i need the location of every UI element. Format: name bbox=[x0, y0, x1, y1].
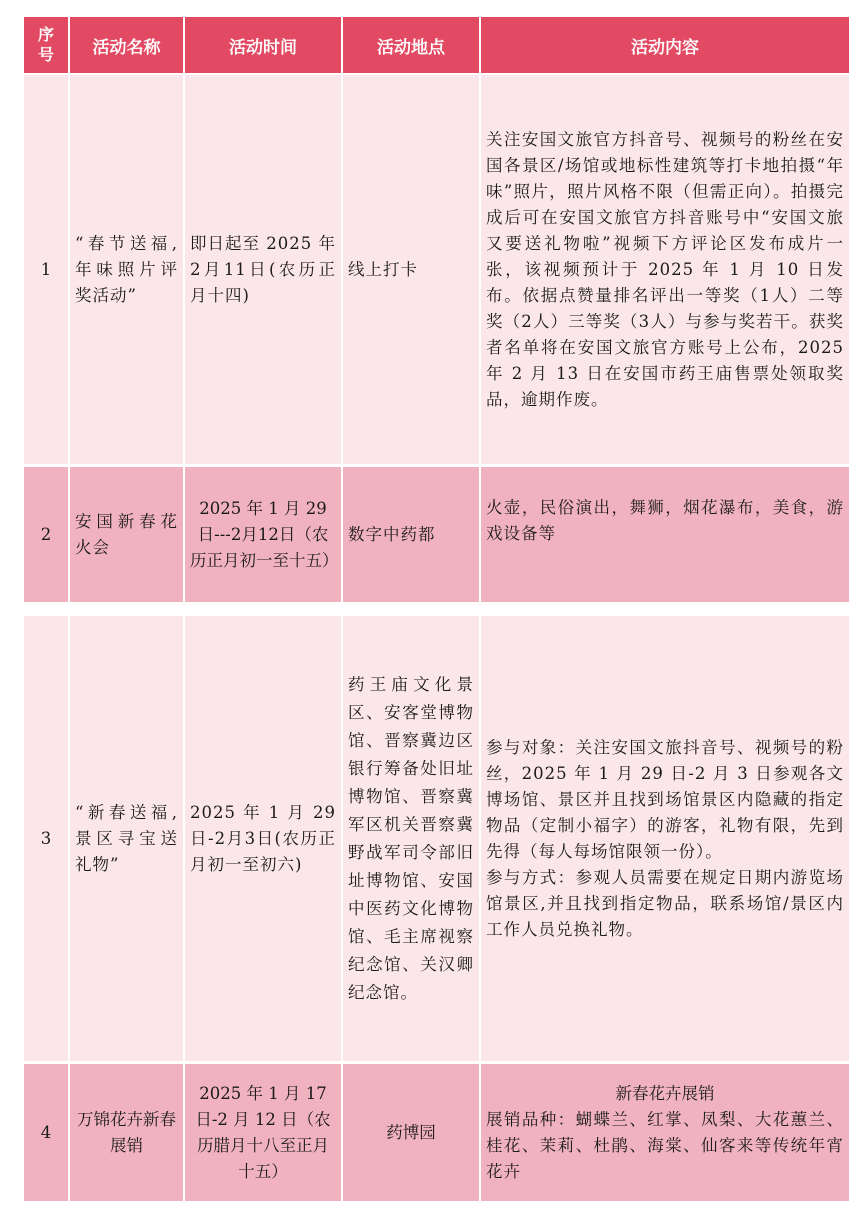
row-name: 万锦花卉新春展销 bbox=[70, 1064, 185, 1201]
row-place: 数字中药都 bbox=[343, 467, 481, 602]
table-row bbox=[24, 1064, 849, 1201]
row-time: 2025 年 1 月 17 日-2 月 12 日（农历腊月十八至正月十五） bbox=[185, 1064, 343, 1201]
content-method: 参与方式：参观人员需要在规定日期内游览场馆景区,并且找到指定物品，联系场馆/景区内工作人员兑换礼物。 bbox=[486, 867, 844, 939]
row-no: 4 bbox=[24, 1064, 70, 1201]
table-row bbox=[24, 616, 849, 1061]
table-row bbox=[24, 75, 849, 464]
header-no: 序号 bbox=[24, 17, 70, 73]
row-content: 火壶，民俗演出，舞狮，烟花瀑布，美食，游戏设备等 bbox=[486, 498, 844, 543]
content-participants: 参与对象：关注安国文旅抖音号、视频号的粉丝，2025 年 1 月 29 日-2 月 3 日参观各文博场馆、景区并且找到场馆景区内隐藏的指定物品（定制小福字）的游客，礼物有限，先到先得（每人每场馆限领一份）。 bbox=[486, 737, 844, 861]
row-name: “春节送福,年味照片评奖活动” bbox=[70, 75, 185, 464]
table-row bbox=[24, 467, 849, 602]
row-time: 2025 年 1 月 29 日-2月3日(农历正月初一至初六) bbox=[185, 616, 343, 1061]
row-time: 2025 年 1 月 29 日---2月12日（农历正月初一至十五） bbox=[185, 467, 343, 602]
row-no: 1 bbox=[24, 75, 70, 464]
row-name: “新春送福,景区寻宝送礼物” bbox=[70, 616, 185, 1061]
row-place: 线上打卡 bbox=[343, 75, 481, 464]
content-title: 新春花卉展销 bbox=[615, 1083, 715, 1103]
header-place: 活动地点 bbox=[343, 17, 481, 73]
row-no: 3 bbox=[24, 616, 70, 1061]
row-time: 即日起至 2025 年2月11日(农历正月十四) bbox=[185, 75, 343, 464]
row-name: 安国新春花火会 bbox=[70, 467, 185, 602]
row-place: 药王庙文化景区、安客堂博物馆、晋察冀边区银行筹备处旧址博物馆、晋察冀军区机关晋察冀野战军司令部旧址博物馆、安国中医药文化博物馆、毛主席视察纪念馆、关汉卿纪念馆。 bbox=[343, 616, 481, 1061]
header-name: 活动名称 bbox=[70, 17, 185, 73]
row-content bbox=[481, 1064, 849, 1201]
row-no: 2 bbox=[24, 467, 70, 602]
row-place: 药博园 bbox=[343, 1064, 481, 1201]
header-content: 活动内容 bbox=[631, 37, 699, 58]
table-header bbox=[24, 17, 849, 73]
row-content: 关注安国文旅官方抖音号、视频号的粉丝在安国各景区/场馆或地标性建筑等打卡地拍摄“年味”照片，照片风格不限（但需正向）。拍摄完成后可在安国文旅官方抖音账号中“安国文旅又要送礼物啦”视频下方评论区发布成片一张，该视频预计于 2025 年 1 月 10 日发布。依据点赞量排名评出一等奖（1人）二等奖（2人）三等奖（3人）与参与奖若干。获奖者名单将在安国文旅官方账号上公布，2025 年 2 月 13 日在安国市药王庙售票处领取奖品，逾期作废。 bbox=[486, 129, 844, 409]
row-content bbox=[481, 616, 849, 1061]
header-time: 活动时间 bbox=[185, 17, 343, 73]
content-body: 展销品种：蝴蝶兰、红掌、凤梨、大花蕙兰、桂花、茉莉、杜鹃、海棠、仙客来等传统年宵花卉 bbox=[486, 1109, 844, 1181]
